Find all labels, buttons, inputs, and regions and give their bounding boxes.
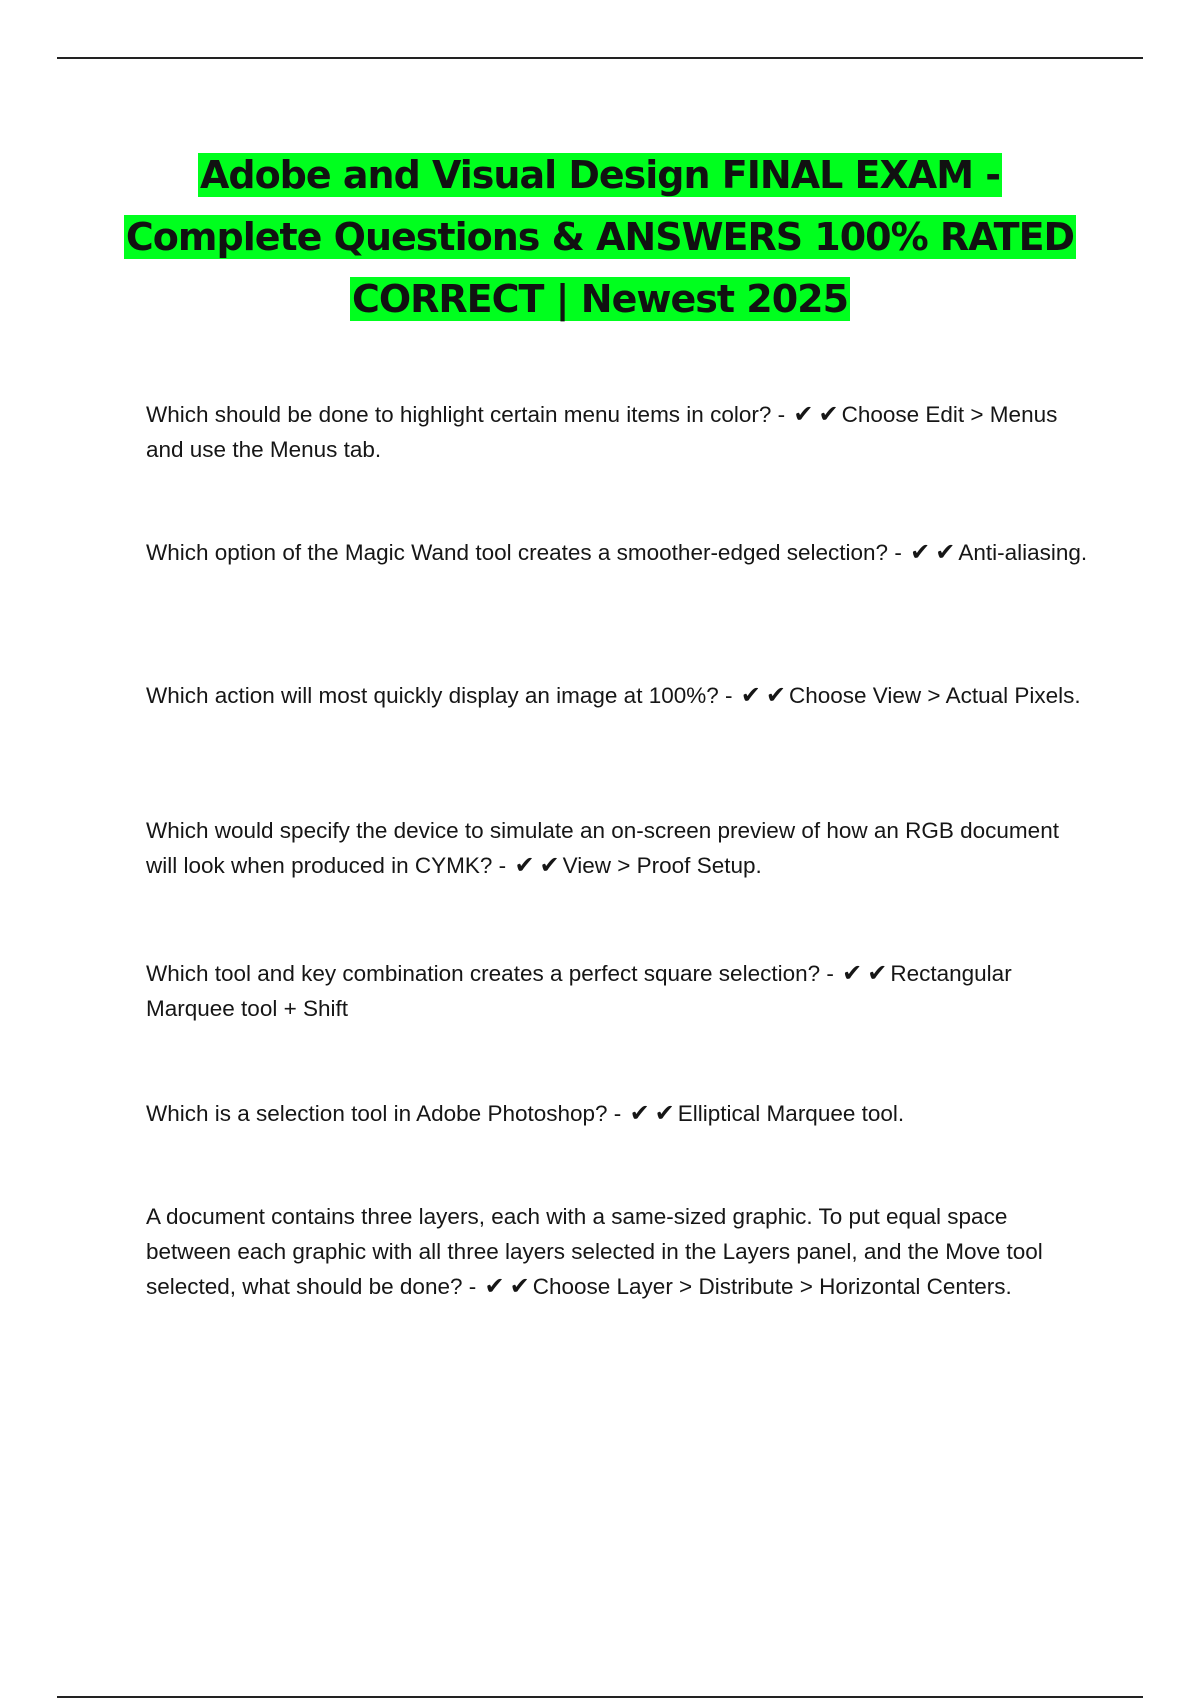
question-text: Which would specify the device to simulate an on-screen preview of how an RGB document will look when produced in CYMK? - bbox=[146, 818, 1059, 878]
check-icon: ✔ bbox=[765, 681, 786, 709]
check-icon: ✔ bbox=[484, 1272, 505, 1300]
page-title bbox=[120, 144, 1080, 330]
check-icon: ✔ bbox=[842, 959, 863, 987]
qa-item bbox=[146, 1096, 1096, 1131]
top-rule bbox=[57, 57, 1143, 59]
answer-text: Elliptical Marquee tool. bbox=[677, 1101, 905, 1126]
question-text: Which is a selection tool in Adobe Photoshop? - bbox=[146, 1101, 622, 1126]
qa-item bbox=[146, 1199, 1096, 1304]
question-text: Which tool and key combination creates a perfect square selection? - bbox=[146, 961, 834, 986]
qa-item bbox=[146, 956, 1096, 1026]
qa-item bbox=[146, 813, 1096, 883]
check-icon: ✔ bbox=[509, 1272, 530, 1300]
title-highlight: Adobe and Visual Design FINAL EXAM -Complete Questions & ANSWERS 100% RATED CORRECT | Newest 2025 bbox=[125, 153, 1075, 321]
qa-item bbox=[146, 535, 1096, 570]
check-icon: ✔ bbox=[629, 1099, 650, 1127]
bottom-rule bbox=[57, 1696, 1143, 1698]
question-text: Which option of the Magic Wand tool creates a smoother-edged selection? - bbox=[146, 540, 902, 565]
check-icon: ✔ bbox=[818, 400, 839, 428]
check-icon: ✔ bbox=[539, 851, 560, 879]
question-text: A document contains three layers, each with a same-sized graphic. To put equal space between each graphic with all three layers selected in the Layers panel, and the Move tool selected, what should be done? - bbox=[146, 1204, 1043, 1299]
answer-text: Choose Layer > Distribute > Horizontal Centers. bbox=[532, 1274, 1012, 1299]
question-text: Which action will most quickly display an image at 100%? - bbox=[146, 683, 733, 708]
check-icon: ✔ bbox=[654, 1099, 675, 1127]
check-icon: ✔ bbox=[514, 851, 535, 879]
answer-text: Choose Edit > Menus and use the Menus tab. bbox=[146, 402, 1058, 462]
check-icon: ✔ bbox=[910, 538, 931, 566]
check-icon: ✔ bbox=[867, 959, 888, 987]
question-text: Which should be done to highlight certain menu items in color? - bbox=[146, 402, 786, 427]
qa-item bbox=[146, 678, 1096, 713]
check-icon: ✔ bbox=[740, 681, 761, 709]
check-icon: ✔ bbox=[935, 538, 956, 566]
answer-text: Rectangular Marquee tool + Shift bbox=[146, 961, 1012, 1021]
answer-text: View > Proof Setup. bbox=[562, 853, 762, 878]
answer-text: Choose View > Actual Pixels. bbox=[789, 683, 1081, 708]
qa-item bbox=[146, 397, 1096, 467]
answer-text: Anti-aliasing. bbox=[958, 540, 1088, 565]
check-icon: ✔ bbox=[793, 400, 814, 428]
